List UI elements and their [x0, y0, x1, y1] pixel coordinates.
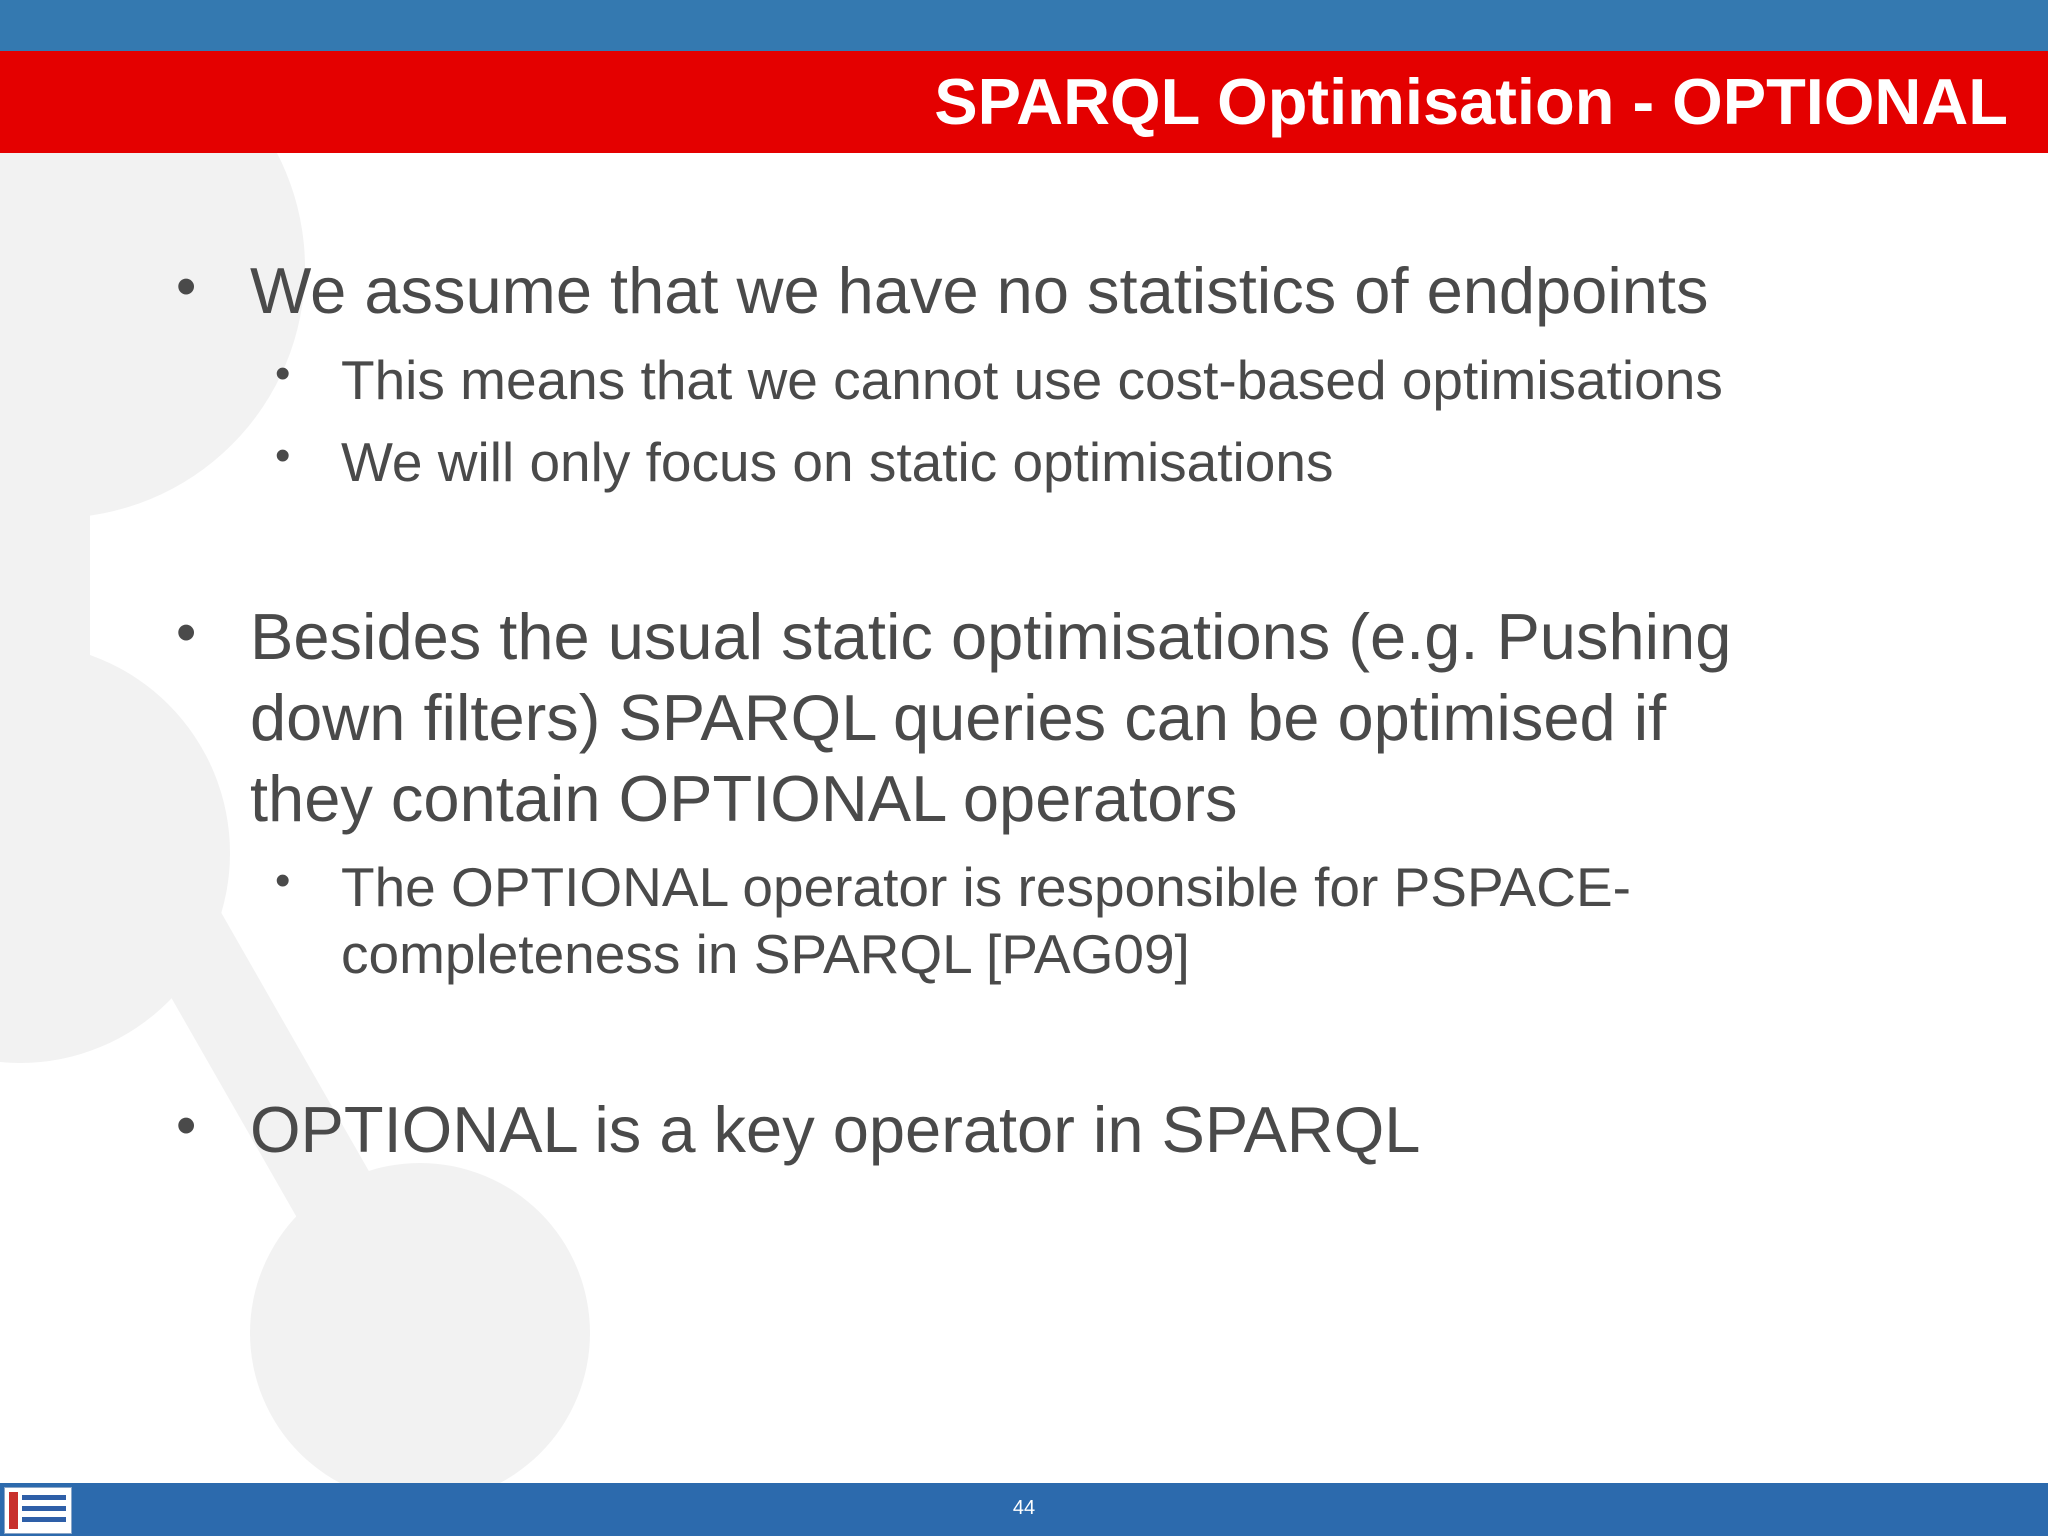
- page-number: 44: [1012, 1497, 1036, 1519]
- bullet-3-text: OPTIONAL is a key operator in SPARQL: [250, 1093, 1421, 1166]
- sub-bullet-dot: •: [275, 856, 291, 905]
- top-band: [0, 0, 2048, 51]
- footer-bar: [0, 1483, 2048, 1536]
- bullet-1-sub-1: This means that we cannot use cost-based optimisations: [341, 349, 1723, 411]
- title-bar: [0, 51, 2048, 153]
- bullet-dot: •: [176, 254, 197, 319]
- bullet-2-sub-line-1: The OPTIONAL operator is responsible for PSPACE-: [341, 856, 1631, 918]
- bullet-2-line-3: they contain OPTIONAL operators: [250, 762, 1238, 835]
- slide-content: [0, 153, 2048, 1483]
- bullet-dot: •: [176, 600, 197, 665]
- bullet-2-line-1: Besides the usual static optimisations (e.g. Pushing: [250, 600, 1732, 673]
- bullet-1-text: We assume that we have no statistics of endpoints: [250, 254, 1709, 327]
- bullet-2-line-2: down filters) SPARQL queries can be optimised if: [250, 681, 1667, 754]
- sub-bullet-dot: •: [275, 431, 291, 480]
- slide-title: SPARQL Optimisation - OPTIONAL: [934, 65, 2008, 138]
- sub-bullet-dot: •: [275, 349, 291, 398]
- bullet-dot: •: [176, 1093, 197, 1158]
- bullet-2-sub-line-2: completeness in SPARQL [PAG09]: [341, 923, 1190, 985]
- bullet-1-sub-2: We will only focus on static optimisations: [341, 431, 1334, 493]
